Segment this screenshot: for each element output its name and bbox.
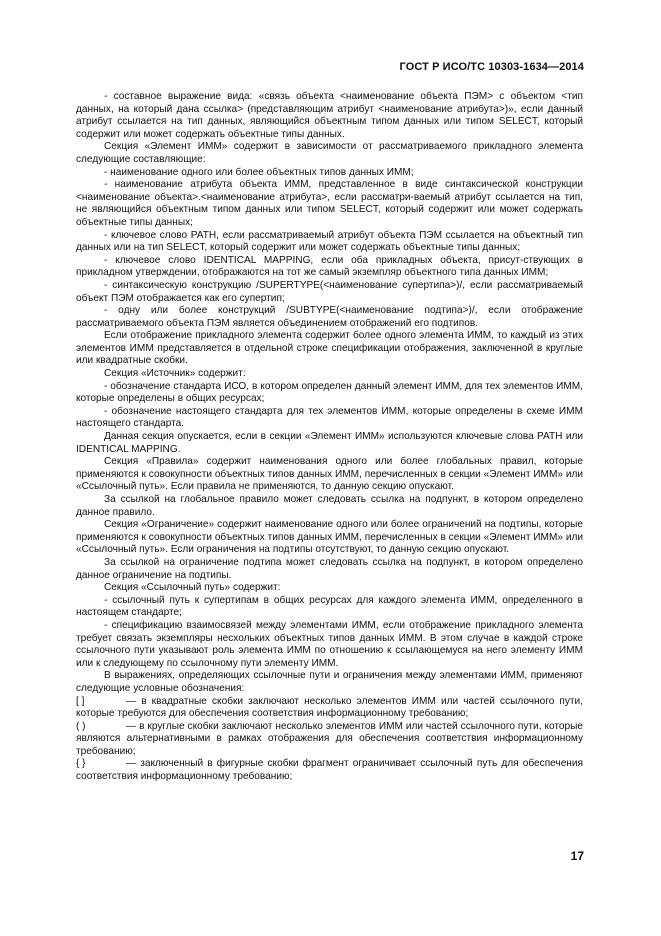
paragraph: Секция «Правила» содержит наименования одного или более глобальных правил, которые применяются к совокупности объектных типов данных ИММ, перечисленных в секции «Элемент ИММ» или «Ссылочный путь». Если правила не применяются, то данную секцию опускают. — [76, 456, 583, 493]
symbol-mark: [ ] — [76, 695, 85, 707]
symbol-definition — [76, 721, 583, 759]
symbol-mark: { } — [76, 758, 86, 770]
body-text — [76, 91, 583, 784]
paragraph: - ключевое слово IDENTICAL MAPPING, если оба прикладных объекта, присут-ствующих в прикладном утверждении, отображаются на тот же самый экземпляр объектного типа данных ИММ; — [76, 254, 583, 279]
symbol-text: — заключенный в фигурные скобки фрагмент ограничивает ссылочный путь для обеспечения соответствия информационному требованию; — [76, 758, 583, 783]
paragraph: - ключевое слово PATH, если рассматриваемый атрибут объекта ПЭМ ссылается на объектный тип данных или на тип SELECT, который содержит или может содержать объектные типы данных; — [76, 229, 583, 254]
paragraph: Секция «Источник» содержит: — [104, 368, 246, 380]
paragraph: В выражениях, определяющих ссылочные пути и ограничения между элементами ИММ, применяют следующие условные обозначения: — [76, 670, 583, 694]
paragraph: - наименование атрибута объекта ИММ, представленное в виде синтаксической конструкции <наименование объекта>.<наименование атрибута>, если рассматри-ваемый атрибут ссылается на тип, не являющийся объектным типом данных или типом SELECT, который содержит или может содержать объектные типы данных; — [76, 179, 583, 228]
symbol-definition — [76, 758, 583, 783]
symbol-mark: ( ) — [76, 720, 86, 732]
paragraph: За ссылкой на ограничение подтипа может следовать ссылка на подпункт, в котором определено данное ограничение на подтипы. — [76, 556, 583, 581]
paragraph: - синтаксическую конструкцию /SUPERTYPE(<наименование супертипа>)/, если рассматриваемый объект ПЭМ отображается как его супертип; — [76, 279, 583, 304]
paragraph: - спецификацию взаимосвязей между элементами ИММ, если отображение прикладного элемента требует связать экземпляры несхольких объектных типов данных ИММ. В этом случае в каждой строке ссылочного пути указывают роль элемента ИММ по отношению к ссылающемуся на него элементу ИММ или к следующему по ссылочному пути элементу ИММ. — [76, 619, 583, 669]
paragraph: - обозначение стандарта ИСО, в котором определен данный элемент ИММ, для тех элементов ИММ, которые определены в общих ресурсах; — [76, 380, 583, 405]
paragraph: Секция «Элемент ИММ» содержит в зависимости от рассматриваемого прикладного элемента следующие составляющие: — [76, 141, 583, 165]
paragraph: - ссылочный путь к супертипам в общих ресурсах для каждого элемента ИММ, определенного в настоящем стандарте; — [76, 594, 583, 619]
paragraph: - наименование одного или более объектных типов данных ИММ; — [104, 166, 414, 178]
paragraph: Секция «Ограничение» содержит наименование одного или более ограничений на подтипы, которые применяются к совокупности объектных типов данных ИММ, перечисленных в секции «Элемент ИММ» или «Ссылочный путь». Если ограничения на подтипы отсутствуют, то данную секцию опускают. — [76, 519, 583, 556]
standard-header: ГОСТ Р ИСО/ТС 10303-1634—2014 — [399, 61, 584, 73]
paragraph: За ссылкой на глобальное правило может следовать ссылка на подпункт, в котором определено данное правило. — [76, 494, 583, 518]
paragraph: Данная секция опускается, если в секции «Элемент ИММ» используются ключевые слова PATH или IDENTICAL MAPPING. — [76, 431, 583, 455]
paragraph: Секция «Ссылочный путь» содержит: — [104, 582, 281, 594]
paragraph: Если отображение прикладного элемента содержит более одного элемента ИММ, то каждый из этих элементов ИММ представляется в отдельной строке спецификации отображения, заключенной в круглые или квадратные скобки. — [76, 330, 583, 367]
page-number: 17 — [570, 849, 584, 863]
paragraph: - составное выражение вида: «связь объекта <наименование объекта ПЭМ> с объектом <тип данных, на который дана ссылка> (представляющим атрибут <наименование атрибута>)», если данный атрибут ссылается на тип данных, являющийся объектным типом данных или типом SELECT, который содержит или может содержать объектные типы данных. — [76, 91, 583, 140]
symbol-text: — в квадратные скобки заключают несколько элементов ИММ или частей ссылочного пути, которые требуются для обеспечения соответствия информационному требованию; — [76, 695, 583, 720]
symbol-definition — [76, 696, 583, 721]
symbol-text: — в круглые скобки заключают несколько элементов ИММ или частей ссылочного пути, которые являются альтернативными в рамках отображения для обеспечения соответствия информационному требованию; — [76, 720, 583, 757]
paragraph: - одну или более конструкций /SUBTYPE(<наименование подтипа>)/, если отображение рассматриваемого объекта ПЭМ является объединением отображений его подтипов. — [76, 305, 583, 329]
paragraph: - обозначение настоящего стандарта для тех элементов ИММ, которые определены в схеме ИММ настоящего стандарта. — [76, 405, 583, 430]
